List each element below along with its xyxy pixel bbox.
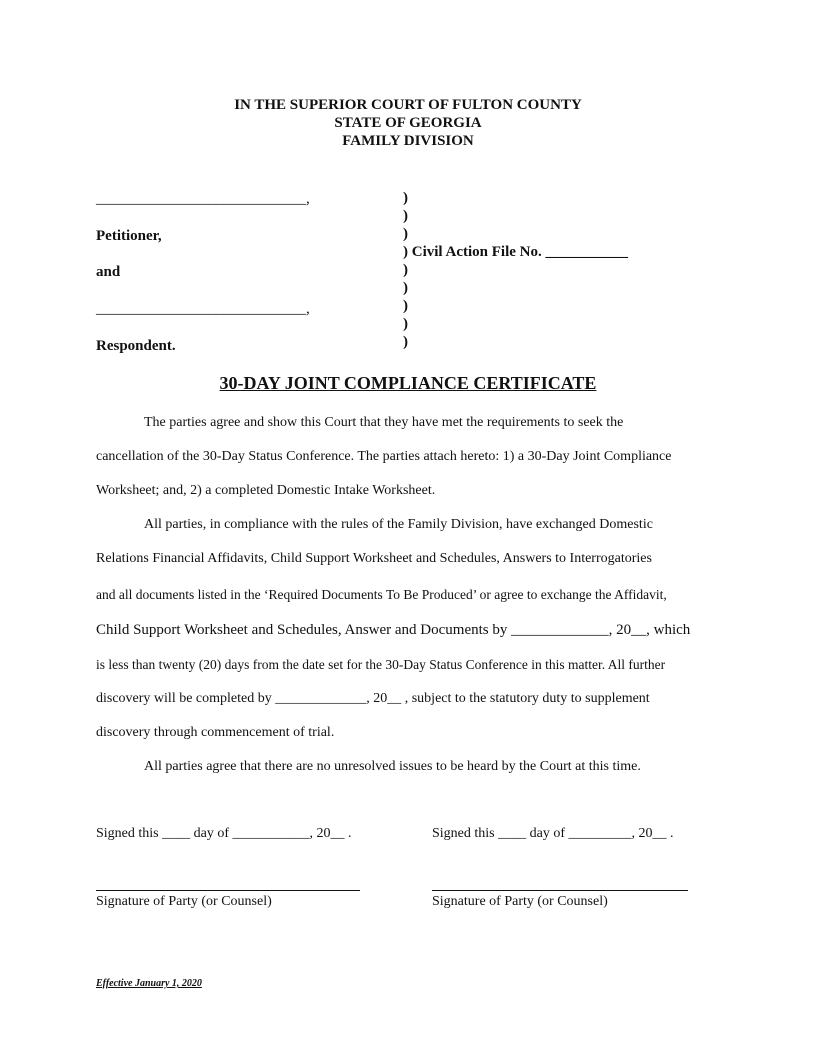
effective-date-footer: Effective January 1, 2020: [96, 978, 202, 989]
caption-paren: ): [403, 298, 408, 314]
caption-paren: ): [403, 262, 408, 278]
paragraph-1-line: Worksheet; and, 2) a completed Domestic Intake Worksheet.: [96, 483, 436, 498]
caption-paren: ): [403, 334, 408, 350]
document-title: 30-DAY JOINT COMPLIANCE CERTIFICATE: [219, 373, 597, 393]
right-signature-label: Signature of Party (or Counsel): [432, 894, 608, 909]
left-signature-label: Signature of Party (or Counsel): [96, 894, 272, 909]
paragraph-2-line: is less than twenty (20) days from the date set for the 30-Day Status Conference in this matter. All further: [96, 657, 666, 672]
paragraph-2-line: discovery through commencement of trial.: [96, 725, 335, 740]
caption-paren: ): [403, 316, 408, 332]
court-header-line-2: STATE OF GEORGIA: [334, 115, 482, 131]
paragraph-2-line: and all documents listed in the ‘Required Documents To Be Produced’ or agree to exchange the Affidavit,: [96, 587, 667, 602]
petitioner-name-blank: ____________________________,: [96, 191, 310, 207]
right-signature-line: [432, 890, 688, 891]
paragraph-1-line: The parties agree and show this Court that they have met the requirements to seek the: [144, 415, 624, 430]
left-signed-date-line: Signed this ____ day of ___________, 20__ .: [96, 826, 352, 841]
court-header-line-1: IN THE SUPERIOR COURT OF FULTON COUNTY: [234, 97, 582, 113]
civil-action-file-no: ) Civil Action File No. ___________: [403, 244, 628, 260]
caption-paren: ): [403, 208, 408, 224]
paragraph-2-line: discovery will be completed by _____________, 20__ , subject to the statutory duty to supplement: [96, 691, 650, 706]
paragraph-2-line: Relations Financial Affidavits, Child Support Worksheet and Schedules, Answers to Interrogatories: [96, 551, 652, 566]
caption-paren: ): [403, 226, 408, 242]
court-header-line-3: FAMILY DIVISION: [342, 133, 474, 149]
respondent-name-blank: ____________________________,: [96, 301, 310, 317]
paragraph-2-line: All parties, in compliance with the rules of the Family Division, have exchanged Domestic: [144, 517, 653, 532]
caption-paren: ): [403, 280, 408, 296]
petitioner-label: Petitioner,: [96, 228, 162, 244]
left-signature-line: [96, 890, 360, 891]
and-label: and: [96, 264, 121, 280]
paragraph-2-line: Child Support Worksheet and Schedules, Answer and Documents by _____________, 20__, which: [96, 622, 691, 638]
paragraph-3-line: All parties agree that there are no unresolved issues to be heard by the Court at this time.: [144, 759, 641, 774]
caption-paren: ): [403, 190, 408, 206]
respondent-label: Respondent.: [96, 338, 176, 354]
paragraph-1-line: cancellation of the 30-Day Status Conference. The parties attach hereto: 1) a 30-Day Joint Compliance: [96, 449, 672, 464]
right-signed-date-line: Signed this ____ day of _________, 20__ .: [432, 826, 674, 841]
